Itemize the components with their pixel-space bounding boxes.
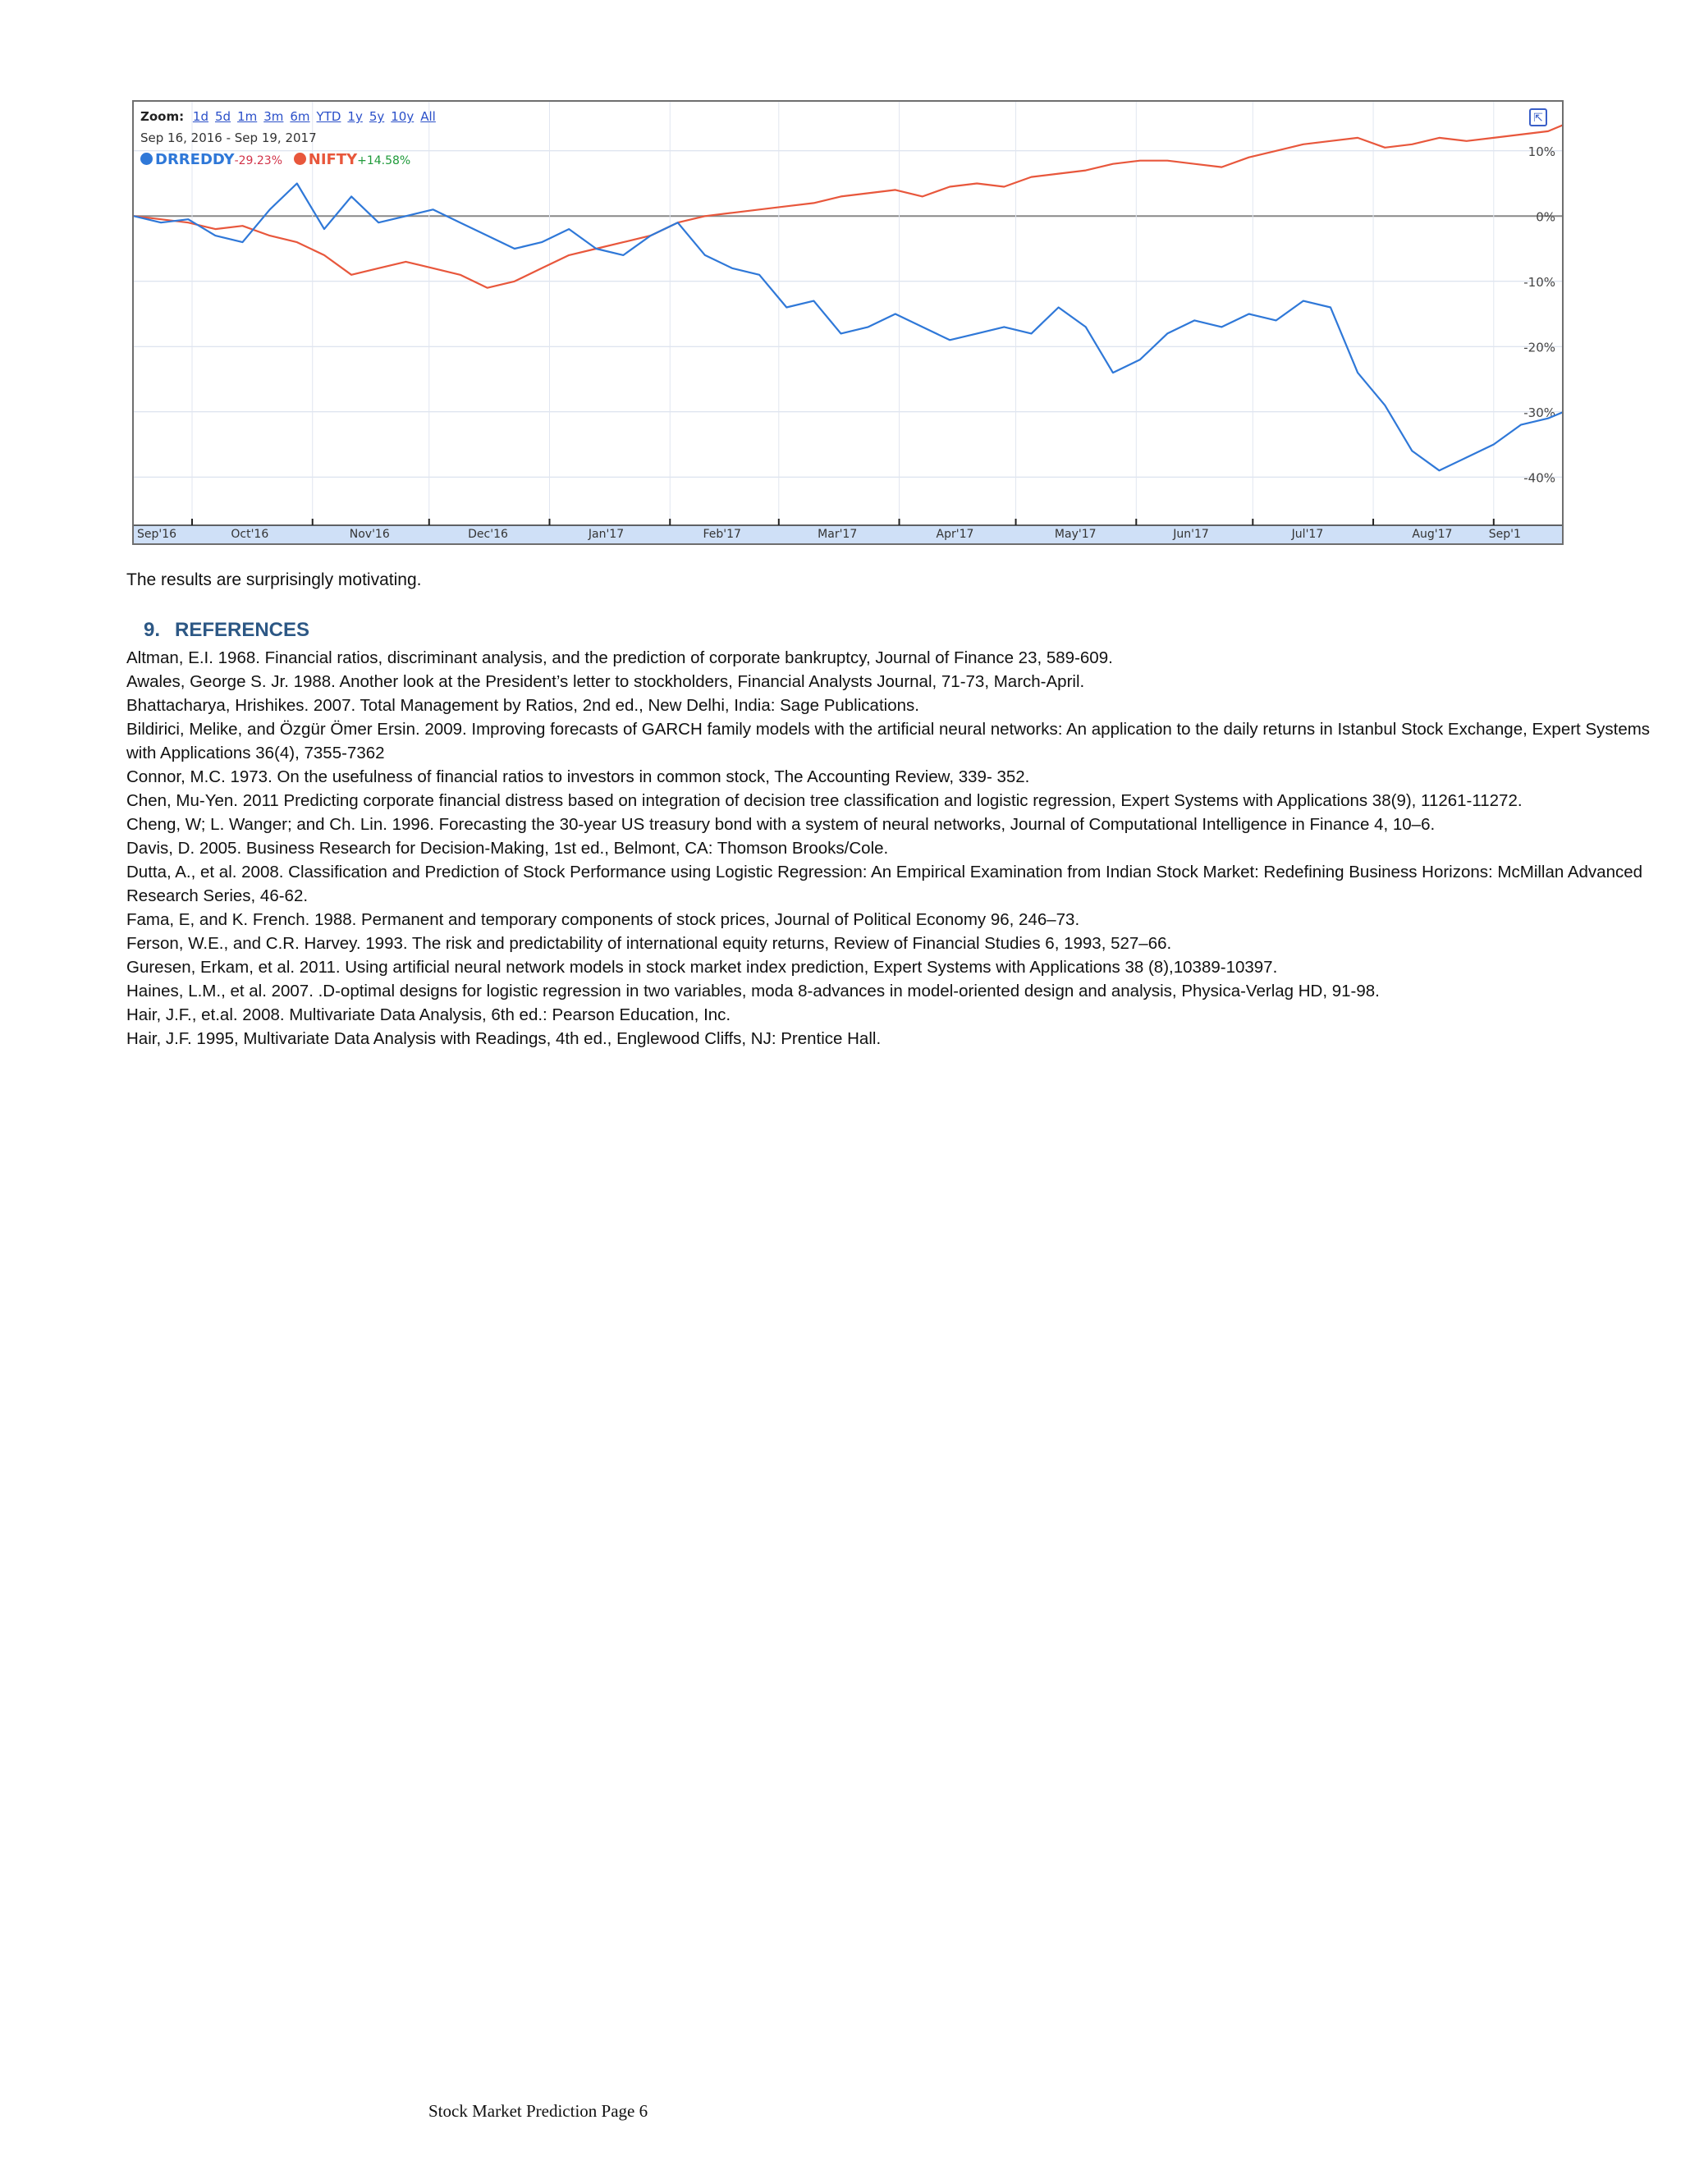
reference-item: Bildirici, Melike, and Özgür Ömer Ersin. 2009. Improving forecasts of GARCH family models with the artificial neural networks: An application to the daily returns in Istanbul Stock Exchange, Expert Systems with Applications 36(4), 7355-7362 — [126, 720, 1651, 762]
reference-item: Haines, L.M., et al. 2007. .D-optimal designs for logistic regression in two variables, moda 8-advances in model-oriented design and analysis, Physica-Verlag HD, 91-98. — [126, 982, 1380, 1000]
y-tick-label: 0% — [1536, 209, 1555, 225]
y-tick-label: -20% — [1523, 340, 1555, 355]
reference-item: Cheng, W; L. Wanger; and Ch. Lin. 1996. Forecasting the 30-year US treasury bond with a system of neural networks, Journal of Computational Intelligence in Finance 4, 10–6. — [126, 815, 1436, 834]
legend-name-drreddy[interactable]: DRREDDY — [155, 151, 235, 168]
reference-item: Hair, J.F. 1995, Multivariate Data Analysis with Readings, 4th ed., Englewood Cliffs, NJ: Prentice Hall. — [126, 1029, 882, 1048]
x-tick-label: Jun'17 — [1173, 528, 1209, 541]
section-title: REFERENCES — [175, 619, 310, 641]
x-tick-label: Apr'17 — [936, 528, 974, 541]
x-tick-label: Jan'17 — [588, 528, 625, 541]
reference-item: Altman, E.I. 1968. Financial ratios, discriminant analysis, and the prediction of corporate bankruptcy, Journal of Finance 23, 589-609. — [126, 648, 1113, 667]
zoom-option-1y[interactable]: 1y — [347, 109, 363, 124]
reference-item: Bhattacharya, Hrishikes. 2007. Total Management by Ratios, 2nd ed., New Delhi, India: Sage Publications. — [126, 696, 919, 715]
collapse-chart-button[interactable] — [1529, 108, 1547, 126]
y-tick-label: -10% — [1523, 274, 1555, 290]
reference-item: Ferson, W.E., and C.R. Harvey. 1993. The risk and predictability of international equity returns, Review of Financial Studies 6, 1993, 527–66. — [126, 934, 1172, 953]
collapse-icon: ⇱ — [1533, 111, 1543, 124]
y-tick-label: -40% — [1523, 470, 1555, 486]
legend-dot-drreddy — [140, 153, 153, 165]
page-footer: Stock Market Prediction Page 6 — [428, 2101, 648, 2121]
reference-item: Dutta, A., et al. 2008. Classification and Prediction of Stock Performance using Logistic Regression: An Empirical Examination from Indian Stock Market: Redefining Business Horizons: McMillan Advanced Research Series, 46-62. — [126, 863, 1643, 905]
x-tick-label: Oct'16 — [231, 528, 269, 541]
zoom-option-5y[interactable]: 5y — [369, 109, 385, 124]
reference-list — [126, 646, 1653, 1051]
stock-comparison-chart — [132, 100, 1564, 545]
zoom-option-3m[interactable]: 3m — [263, 109, 284, 124]
zoom-option-all[interactable]: All — [420, 109, 436, 124]
reference-item: Guresen, Erkam, et al. 2011. Using artificial neural network models in stock market index prediction, Expert Systems with Applications 38 (8),10389-10397. — [126, 958, 1278, 977]
zoom-option-1m[interactable]: 1m — [237, 109, 258, 124]
reference-item: Awales, George S. Jr. 1988. Another look at the President’s letter to stockholders, Financial Analysts Journal, 71-73, March-April. — [126, 672, 1085, 691]
x-tick-label: Feb'17 — [703, 528, 741, 541]
zoom-label: Zoom: — [140, 109, 185, 124]
reference-item: Davis, D. 2005. Business Research for Decision-Making, 1st ed., Belmont, CA: Thomson Brooks/Cole. — [126, 839, 889, 858]
x-tick-label: Sep'16 — [137, 528, 177, 541]
date-range: Sep 16, 2016 - Sep 19, 2017 — [140, 130, 317, 145]
chart-legend — [140, 151, 417, 168]
zoom-option-5d[interactable]: 5d — [214, 109, 231, 124]
reference-item: Chen, Mu-Yen. 2011 Predicting corporate financial distress based on integration of decision tree classification and logistic regression, Expert Systems with Applications 38(9), 11261-11272. — [126, 791, 1523, 810]
reference-item: Connor, M.C. 1973. On the usefulness of financial ratios to investors in common stock, The Accounting Review, 339- 352. — [126, 767, 1030, 786]
zoom-option-ytd[interactable]: YTD — [316, 109, 341, 124]
x-tick-label: Dec'16 — [468, 528, 508, 541]
x-tick-label: Sep'1 — [1488, 528, 1521, 541]
reference-item: Hair, J.F., et.al. 2008. Multivariate Data Analysis, 6th ed.: Pearson Education, Inc. — [126, 1005, 731, 1024]
section-number: 9. — [144, 619, 161, 641]
x-tick-label: Aug'17 — [1412, 528, 1453, 541]
zoom-option-1d[interactable]: 1d — [192, 109, 208, 124]
section-heading — [144, 619, 309, 642]
legend-change-nifty: +14.58% — [357, 154, 411, 167]
x-tick-label: May'17 — [1054, 528, 1097, 541]
series-line-drreddy — [134, 184, 1562, 471]
legend-change-drreddy: -29.23% — [234, 154, 283, 167]
legend-dot-nifty — [294, 153, 306, 165]
zoom-option-10y[interactable]: 10y — [391, 109, 415, 124]
x-tick-label: Mar'17 — [818, 528, 858, 541]
y-tick-label: -30% — [1523, 405, 1555, 420]
reference-item: Fama, E, and K. French. 1988. Permanent and temporary components of stock prices, Journal of Political Economy 96, 246–73. — [126, 910, 1080, 929]
body-paragraph: The results are surprisingly motivating. — [126, 570, 422, 589]
x-tick-label: Jul'17 — [1291, 528, 1324, 541]
legend-name-nifty[interactable]: NIFTY — [308, 151, 358, 168]
x-tick-label: Nov'16 — [349, 528, 390, 541]
series-line-nifty — [134, 125, 1562, 288]
zoom-option-6m[interactable]: 6m — [290, 109, 310, 124]
zoom-controls — [140, 109, 442, 124]
y-tick-label: 10% — [1528, 144, 1555, 159]
